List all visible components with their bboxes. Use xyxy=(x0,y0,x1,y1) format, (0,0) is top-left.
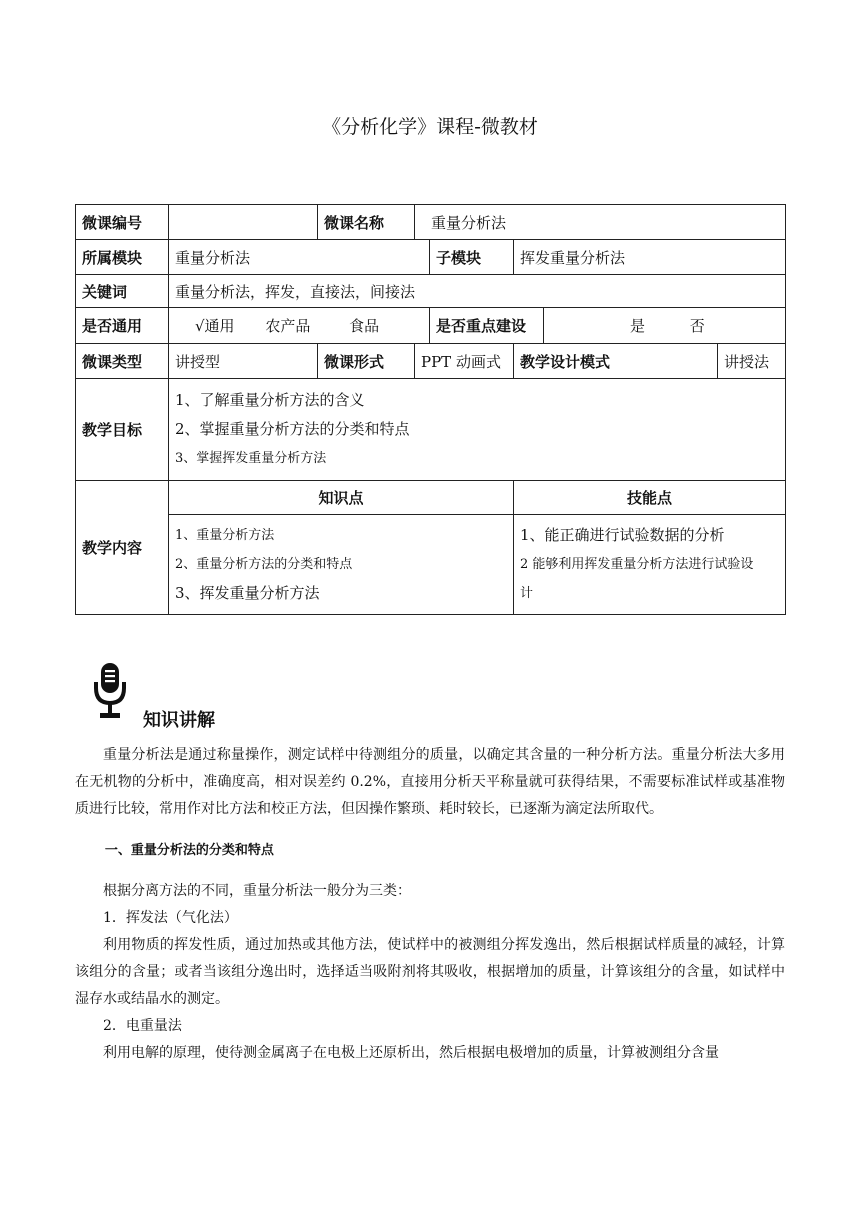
general-use-label: 是否通用 xyxy=(76,308,169,344)
option-yes: 是 xyxy=(630,317,646,335)
section-title: 知识讲解 xyxy=(143,710,215,731)
submodule-value: 挥发重量分析法 xyxy=(514,240,786,275)
module-label: 所属模块 xyxy=(76,240,169,275)
paragraph: 2．电重量法 xyxy=(103,1018,182,1034)
lesson-id-label: 微课编号 xyxy=(76,205,169,240)
microphone-icon xyxy=(93,662,127,720)
goal-item: 3、掌握挥发重量分析方法 xyxy=(175,451,327,466)
lesson-id-value xyxy=(169,205,318,240)
skill-header: 技能点 xyxy=(514,481,786,515)
paragraph: 根据分离方法的不同，重量分析法一般分为三类： xyxy=(103,883,411,899)
paragraph: 1．挥发法（气化法） xyxy=(103,910,238,926)
lesson-name-label: 微课名称 xyxy=(318,205,415,240)
key-construction-label: 是否重点建设 xyxy=(430,308,544,344)
paragraph: 重量分析法是通过称量操作，测定试样中待测组分的质量，以确定其含量的一种分析方法。重量分析法大多用在无机物的分析中，准确度高，相对误差约 0.2%，直接用分析天平称量就可获得结果，不需要标准试样或基准物质进行比较，常用作对比方法和校正方法，但因操作繁琐、耗时较长，已逐渐为滴定法所取代。 xyxy=(75,747,785,817)
lesson-name-value: 重量分析法 xyxy=(415,205,786,240)
lesson-type-label: 微课类型 xyxy=(76,344,169,379)
general-use-options xyxy=(169,308,430,344)
option-food: 食品 xyxy=(349,317,380,335)
module-value: 重量分析法 xyxy=(169,240,430,275)
submodule-label: 子模块 xyxy=(430,240,514,275)
key-construction-options xyxy=(544,308,786,344)
skill-item: 2 能够利用挥发重量分析方法进行试验设 xyxy=(520,557,754,572)
document-title: 《分析化学》课程-微教材 xyxy=(322,116,538,138)
lesson-format-value: PPT 动画式 xyxy=(415,344,514,379)
goal-item: 2、掌握重量分析方法的分类和特点 xyxy=(175,420,410,438)
section-body xyxy=(75,742,785,1067)
option-general: √通用 xyxy=(195,317,235,335)
lesson-type-value: 讲授型 xyxy=(169,344,318,379)
design-mode-value: 讲授法 xyxy=(718,344,786,379)
option-no: 否 xyxy=(689,317,705,335)
skill-item: 1、能正确进行试验数据的分析 xyxy=(520,526,725,544)
paragraph: 利用电解的原理，使待测金属离子在电极上还原析出，然后根据电极增加的质量，计算被测组分含量 xyxy=(103,1045,719,1061)
goal-item: 1、了解重量分析方法的含义 xyxy=(175,391,365,409)
paragraph: 利用物质的挥发性质，通过加热或其他方法，使试样中的被测组分挥发逸出，然后根据试样质量的减轻，计算该组分的含量；或者当该组分逸出时，选择适当吸附剂将其吸收，根据增加的质量，计算该组分的含量，如试样中湿存水或结晶水的测定。 xyxy=(75,937,785,1007)
content-label: 教学内容 xyxy=(76,481,169,615)
knowledge-item: 3、挥发重量分析方法 xyxy=(175,584,320,602)
lesson-format-label: 微课形式 xyxy=(318,344,415,379)
course-info-table xyxy=(75,204,786,615)
subheading: 一、重量分析法的分类和特点 xyxy=(104,843,274,858)
skill-list xyxy=(514,515,786,615)
skill-item: 计 xyxy=(520,586,534,601)
goals-label: 教学目标 xyxy=(76,379,169,481)
knowledge-header: 知识点 xyxy=(169,481,514,515)
knowledge-item: 2、重量分析方法的分类和特点 xyxy=(175,557,353,572)
design-mode-label: 教学设计模式 xyxy=(514,344,718,379)
keywords-label: 关键词 xyxy=(76,275,169,308)
knowledge-list xyxy=(169,515,514,615)
option-agri: 农产品 xyxy=(265,317,311,335)
keywords-value: 重量分析法，挥发，直接法，间接法 xyxy=(169,275,786,308)
knowledge-item: 1、重量分析方法 xyxy=(175,528,275,543)
goals-list xyxy=(169,379,786,481)
